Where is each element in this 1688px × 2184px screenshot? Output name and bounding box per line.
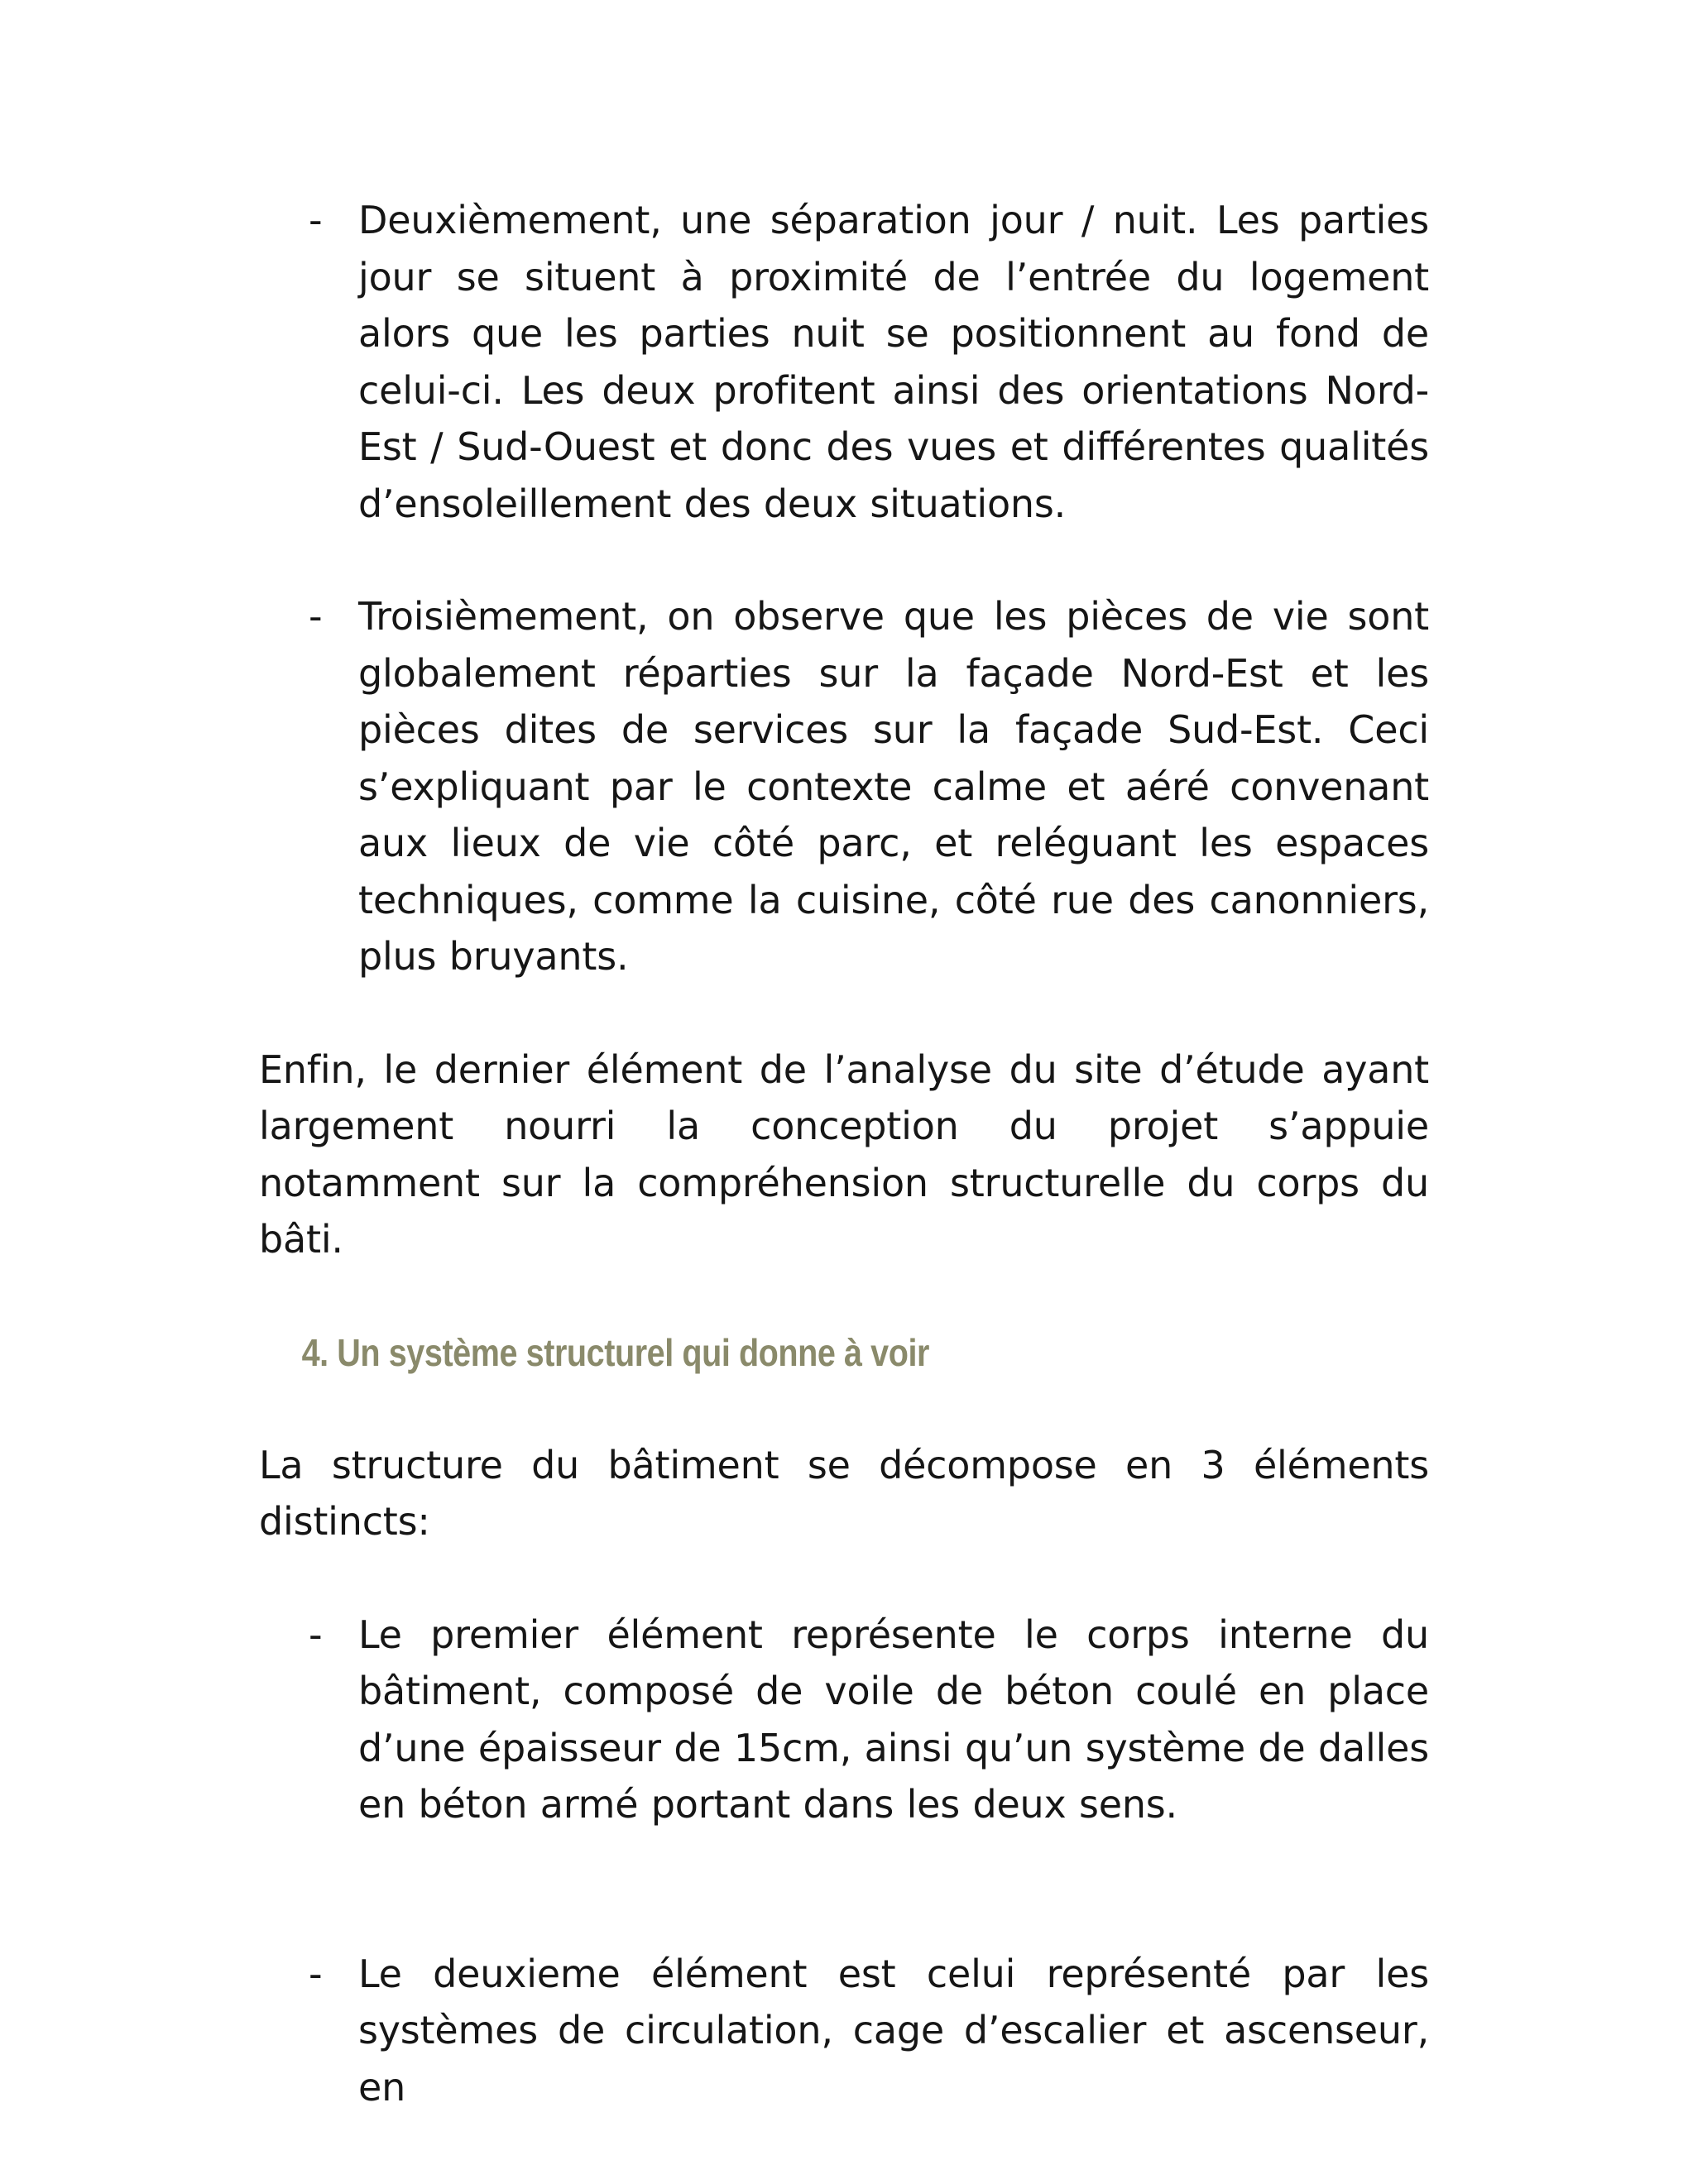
bullet-item-day-night	[259, 192, 1429, 532]
bullet-dash: -	[309, 594, 323, 639]
bullet-dash: -	[309, 1612, 323, 1657]
section-heading: 4. Un système structurel qui donne à voir	[301, 1330, 929, 1374]
bullet-dash: -	[309, 1951, 323, 1996]
paragraph-enfin: Enfin, le dernier élément de l’analyse du site d’étude ayant largement nourri la conception du projet s’appuie notamment sur la compréhension structurelle du corps du bâti.	[259, 1046, 1429, 1262]
bullet-item-room-distribution	[259, 588, 1429, 985]
bullet-text: Le deuxieme élément est celui représenté par les systèmes de circulation, cage d’escalier et ascenseur, en	[358, 1951, 1429, 2110]
paragraph-structure: La structure du bâtiment se décompose en 3 éléments distincts:	[259, 1442, 1429, 1544]
bullet-item-first-element	[259, 1607, 1429, 1833]
bullet-text: Le premier élément représente le corps interne du bâtiment, composé de voile de béton coulé en place d’une épaisseur de 15cm, ainsi qu’un système de dalles en béton armé portant dans les deux sens.	[358, 1612, 1429, 1827]
bullet-text: Deuxièmement, une séparation jour / nuit. Les parties jour se situent à proximité de l’entrée du logement alors que les parties nuit se positionnent au fond de celui-ci. Les deux profitent ainsi des orientations Nord-Est / Sud-Ouest et donc des vues et différentes qualités d’ensoleillement des deux situations.	[358, 198, 1429, 526]
page-content	[259, 192, 1429, 2115]
bullet-dash: -	[309, 198, 323, 242]
bullet-text: Troisièmement, on observe que les pièces de vie sont globalement réparties sur la façade Nord-Est et les pièces dites de services sur la façade Sud-Est. Ceci s’expliquant par le contexte calme et aéré convenant aux lieux de vie côté parc, et reléguant les espaces techniques, comme la cuisine, côté rue des canonniers, plus bruyants.	[358, 594, 1429, 979]
bullet-item-second-element	[259, 1946, 1429, 2116]
